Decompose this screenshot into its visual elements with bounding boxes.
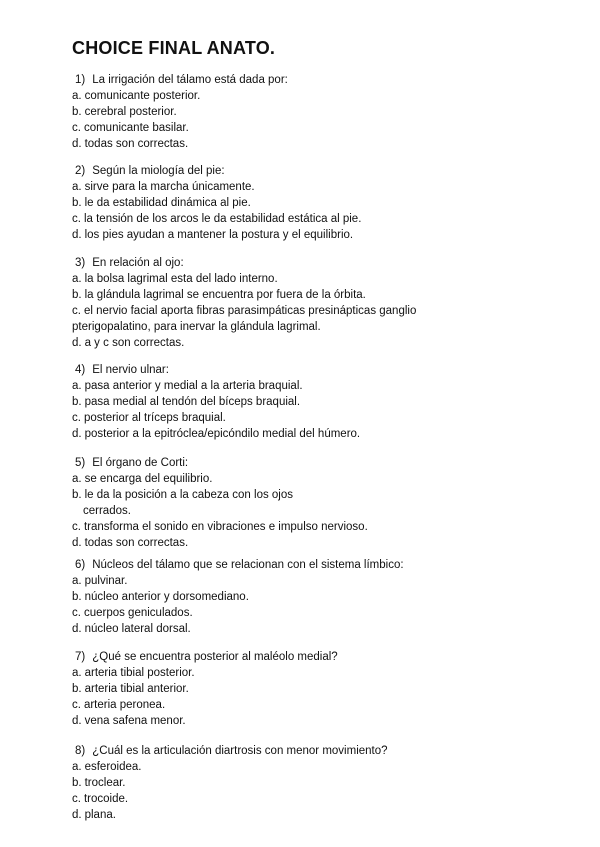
option-text: sirve para la marcha únicamente. (84, 181, 255, 193)
question-number: 1) (75, 74, 86, 86)
question-text: El órgano de Corti: (92, 457, 189, 469)
option-b (72, 287, 532, 303)
question-7 (72, 649, 532, 729)
option-a (72, 378, 532, 394)
option-text: trocoide. (83, 793, 129, 805)
question-header (75, 255, 532, 271)
question-text: La irrigación del tálamo está dada por: (92, 74, 288, 86)
option-letter: a. (72, 273, 82, 285)
option-letter: d. (72, 229, 82, 241)
option-text: la tensión de los arcos le da estabilidad estática al pie. (83, 213, 362, 225)
option-text: a y c son correctas. (84, 337, 185, 349)
question-header (75, 72, 532, 88)
option-letter: d. (72, 428, 82, 440)
option-letter: d. (72, 337, 82, 349)
option-a (72, 665, 532, 681)
option-d (72, 426, 532, 442)
option-letter: d. (72, 623, 82, 635)
question-number: 7) (75, 651, 86, 663)
option-text: pasa anterior y medial a la arteria braquial. (84, 380, 303, 392)
option-letter: a. (72, 761, 82, 773)
question-text: ¿Qué se encuentra posterior al maléolo medial? (92, 651, 338, 663)
option-letter: a. (72, 473, 82, 485)
option-d (72, 807, 532, 823)
option-c (72, 410, 532, 426)
option-letter: c. (72, 699, 81, 711)
option-text: comunicante posterior. (84, 90, 201, 102)
option-letter: a. (72, 181, 82, 193)
option-c-continuation (72, 319, 532, 335)
option-letter: c. (72, 793, 81, 805)
option-b (72, 589, 532, 605)
option-text: núcleo anterior y dorsomediano. (84, 591, 249, 603)
option-b (72, 681, 532, 697)
option-text: vena safena menor. (84, 715, 186, 727)
option-letter: c. (72, 412, 81, 424)
question-number: 4) (75, 364, 86, 376)
option-letter: c. (72, 213, 81, 225)
option-d (72, 713, 532, 729)
question-5 (72, 455, 532, 551)
option-c (72, 791, 532, 807)
question-2 (72, 163, 532, 243)
question-header (75, 557, 532, 573)
question-text: Según la miología del pie: (92, 165, 225, 177)
question-header (75, 362, 532, 378)
option-letter: a. (72, 90, 82, 102)
option-text: le da estabilidad dinámica al pie. (84, 197, 251, 209)
question-1 (72, 72, 532, 152)
option-text: la glándula lagrimal se encuentra por fuera de la órbita. (84, 289, 366, 301)
option-text: la bolsa lagrimal esta del lado interno. (84, 273, 278, 285)
option-text: troclear. (84, 777, 126, 789)
question-number: 8) (75, 745, 86, 757)
option-text: pulvinar. (84, 575, 128, 587)
option-text: transforma el sonido en vibraciones e impulso nervioso. (83, 521, 368, 533)
option-letter: c. (72, 521, 81, 533)
option-d (72, 335, 532, 351)
option-d (72, 621, 532, 637)
option-a (72, 573, 532, 589)
option-text: cuerpos geniculados. (83, 607, 193, 619)
option-text: posterior a la epitróclea/epicóndilo medial del húmero. (84, 428, 361, 440)
option-text: posterior al tríceps braquial. (83, 412, 226, 424)
option-text: los pies ayudan a mantener la postura y el equilibrio. (84, 229, 354, 241)
option-b (72, 775, 532, 791)
option-d (72, 227, 532, 243)
option-letter: d. (72, 809, 82, 821)
option-c (72, 519, 532, 535)
option-text: arteria tibial anterior. (84, 683, 189, 695)
option-letter: d. (72, 715, 82, 727)
question-header (75, 163, 532, 179)
option-letter: a. (72, 667, 82, 679)
option-a (72, 179, 532, 195)
question-header (75, 649, 532, 665)
question-text: ¿Cuál es la articulación diartrosis con menor movimiento? (92, 745, 388, 757)
option-text: cerrados. (83, 505, 131, 517)
option-text: esferoidea. (84, 761, 142, 773)
option-letter: b. (72, 591, 82, 603)
option-letter: b. (72, 396, 82, 408)
option-text: plana. (84, 809, 116, 821)
option-text: todas son correctas. (84, 138, 189, 150)
option-b (72, 195, 532, 211)
option-text: se encarga del equilibrio. (84, 473, 213, 485)
option-letter: b. (72, 683, 82, 695)
option-c (72, 605, 532, 621)
option-text: pasa medial al tendón del bíceps braquial. (84, 396, 301, 408)
option-d (72, 535, 532, 551)
option-letter: d. (72, 537, 82, 549)
option-b (72, 394, 532, 410)
question-text: Núcleos del tálamo que se relacionan con el sistema límbico: (92, 559, 404, 571)
option-b (72, 104, 532, 120)
question-8 (72, 743, 532, 823)
option-d (72, 136, 532, 152)
question-4 (72, 362, 532, 442)
option-text: el nervio facial aporta fibras parasimpáticas presinápticas ganglio (83, 305, 417, 317)
option-a (72, 471, 532, 487)
option-c (72, 120, 532, 136)
option-a (72, 271, 532, 287)
question-number: 3) (75, 257, 86, 269)
option-b (72, 487, 532, 503)
option-c (72, 211, 532, 227)
option-c (72, 697, 532, 713)
option-a (72, 759, 532, 775)
option-text: núcleo lateral dorsal. (84, 623, 191, 635)
option-letter: a. (72, 575, 82, 587)
option-text: arteria peronea. (83, 699, 166, 711)
question-number: 5) (75, 457, 86, 469)
question-text: El nervio ulnar: (92, 364, 169, 376)
option-letter: c. (72, 122, 81, 134)
option-text: pterigopalatino, para inervar la glándula lagrimal. (72, 321, 321, 333)
option-text: comunicante basilar. (83, 122, 189, 134)
option-b-continuation (83, 503, 532, 519)
option-letter: c. (72, 607, 81, 619)
option-letter: b. (72, 777, 82, 789)
question-3 (72, 255, 532, 351)
option-a (72, 88, 532, 104)
option-text: le da la posición a la cabeza con los ojos (84, 489, 294, 501)
option-letter: b. (72, 489, 82, 501)
option-letter: b. (72, 197, 82, 209)
question-number: 2) (75, 165, 86, 177)
option-c (72, 303, 532, 319)
document-title: CHOICE FINAL ANATO. (72, 38, 276, 58)
question-6 (72, 557, 532, 637)
option-letter: b. (72, 106, 82, 118)
option-text: arteria tibial posterior. (84, 667, 195, 679)
option-text: todas son correctas. (84, 537, 189, 549)
option-text: cerebral posterior. (84, 106, 177, 118)
question-text: En relación al ojo: (92, 257, 184, 269)
question-header (75, 455, 532, 471)
option-letter: c. (72, 305, 81, 317)
question-number: 6) (75, 559, 86, 571)
option-letter: a. (72, 380, 82, 392)
question-header (75, 743, 532, 759)
option-letter: b. (72, 289, 82, 301)
option-letter: d. (72, 138, 82, 150)
